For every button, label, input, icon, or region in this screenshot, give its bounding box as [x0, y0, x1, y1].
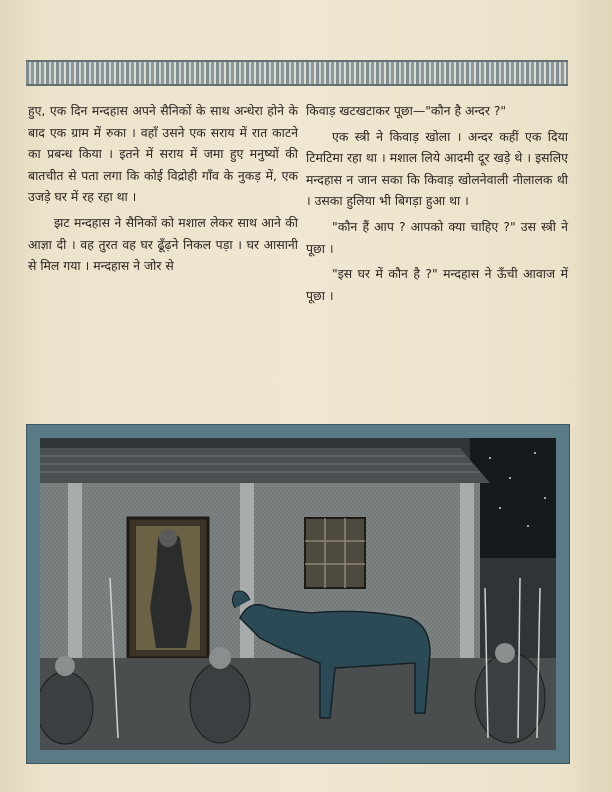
- story-illustration: [26, 424, 570, 764]
- paragraph: "कौन हैं आप ? आपको क्या चाहिए ?" उस स्त्री ने पूछा ।: [306, 218, 568, 256]
- paragraph: एक स्त्री ने किवाड़ खोला । अन्दर कहीं एक दिया टिमटिमा रहा था । मशाल लिये आदमी दूर खड़े थे । इसलिए मन्दहास न जान सका कि किवाड़ खोलनेवाली नीलालक थी । उसका हुलिया भी बिगड़ा हुआ था ।: [306, 128, 568, 209]
- illustration-house-scene: [40, 438, 556, 750]
- paragraph: "इस घर में कौन है ?" मन्दहास ने ऊँची आवाज में पूछा ।: [306, 266, 568, 303]
- text-column-right: [306, 100, 568, 310]
- paragraph: हुए, एक दिन मन्दहास अपने सैनिकों के साथ अन्धेरा होने के बाद एक ग्राम में रुका । वहाँ उसने एक सराय में रात काटने का प्रबन्ध किया । इतने में सराय में जमा हुए मनुष्यों की बातचीत से पता लगा कि कोई विद्रोही गाँव के नुकड़ में, एक उजड़े घर में रह रहा था ।: [28, 103, 298, 205]
- paragraph: किवाड़ खटखटाकर पूछा—"कौन है अन्दर ?": [306, 103, 507, 118]
- paragraph: झट मन्दहास ने सैनिकों को मशाल लेकर साथ आने की आज्ञा दी । वह तुरत वह घर ढूँढ़ने निकल पड़ा । घर आसानी से मिल गया । मन्दहास ने जोर से: [28, 214, 298, 274]
- text-column-left: [28, 100, 298, 281]
- decorative-border-band: [26, 60, 568, 86]
